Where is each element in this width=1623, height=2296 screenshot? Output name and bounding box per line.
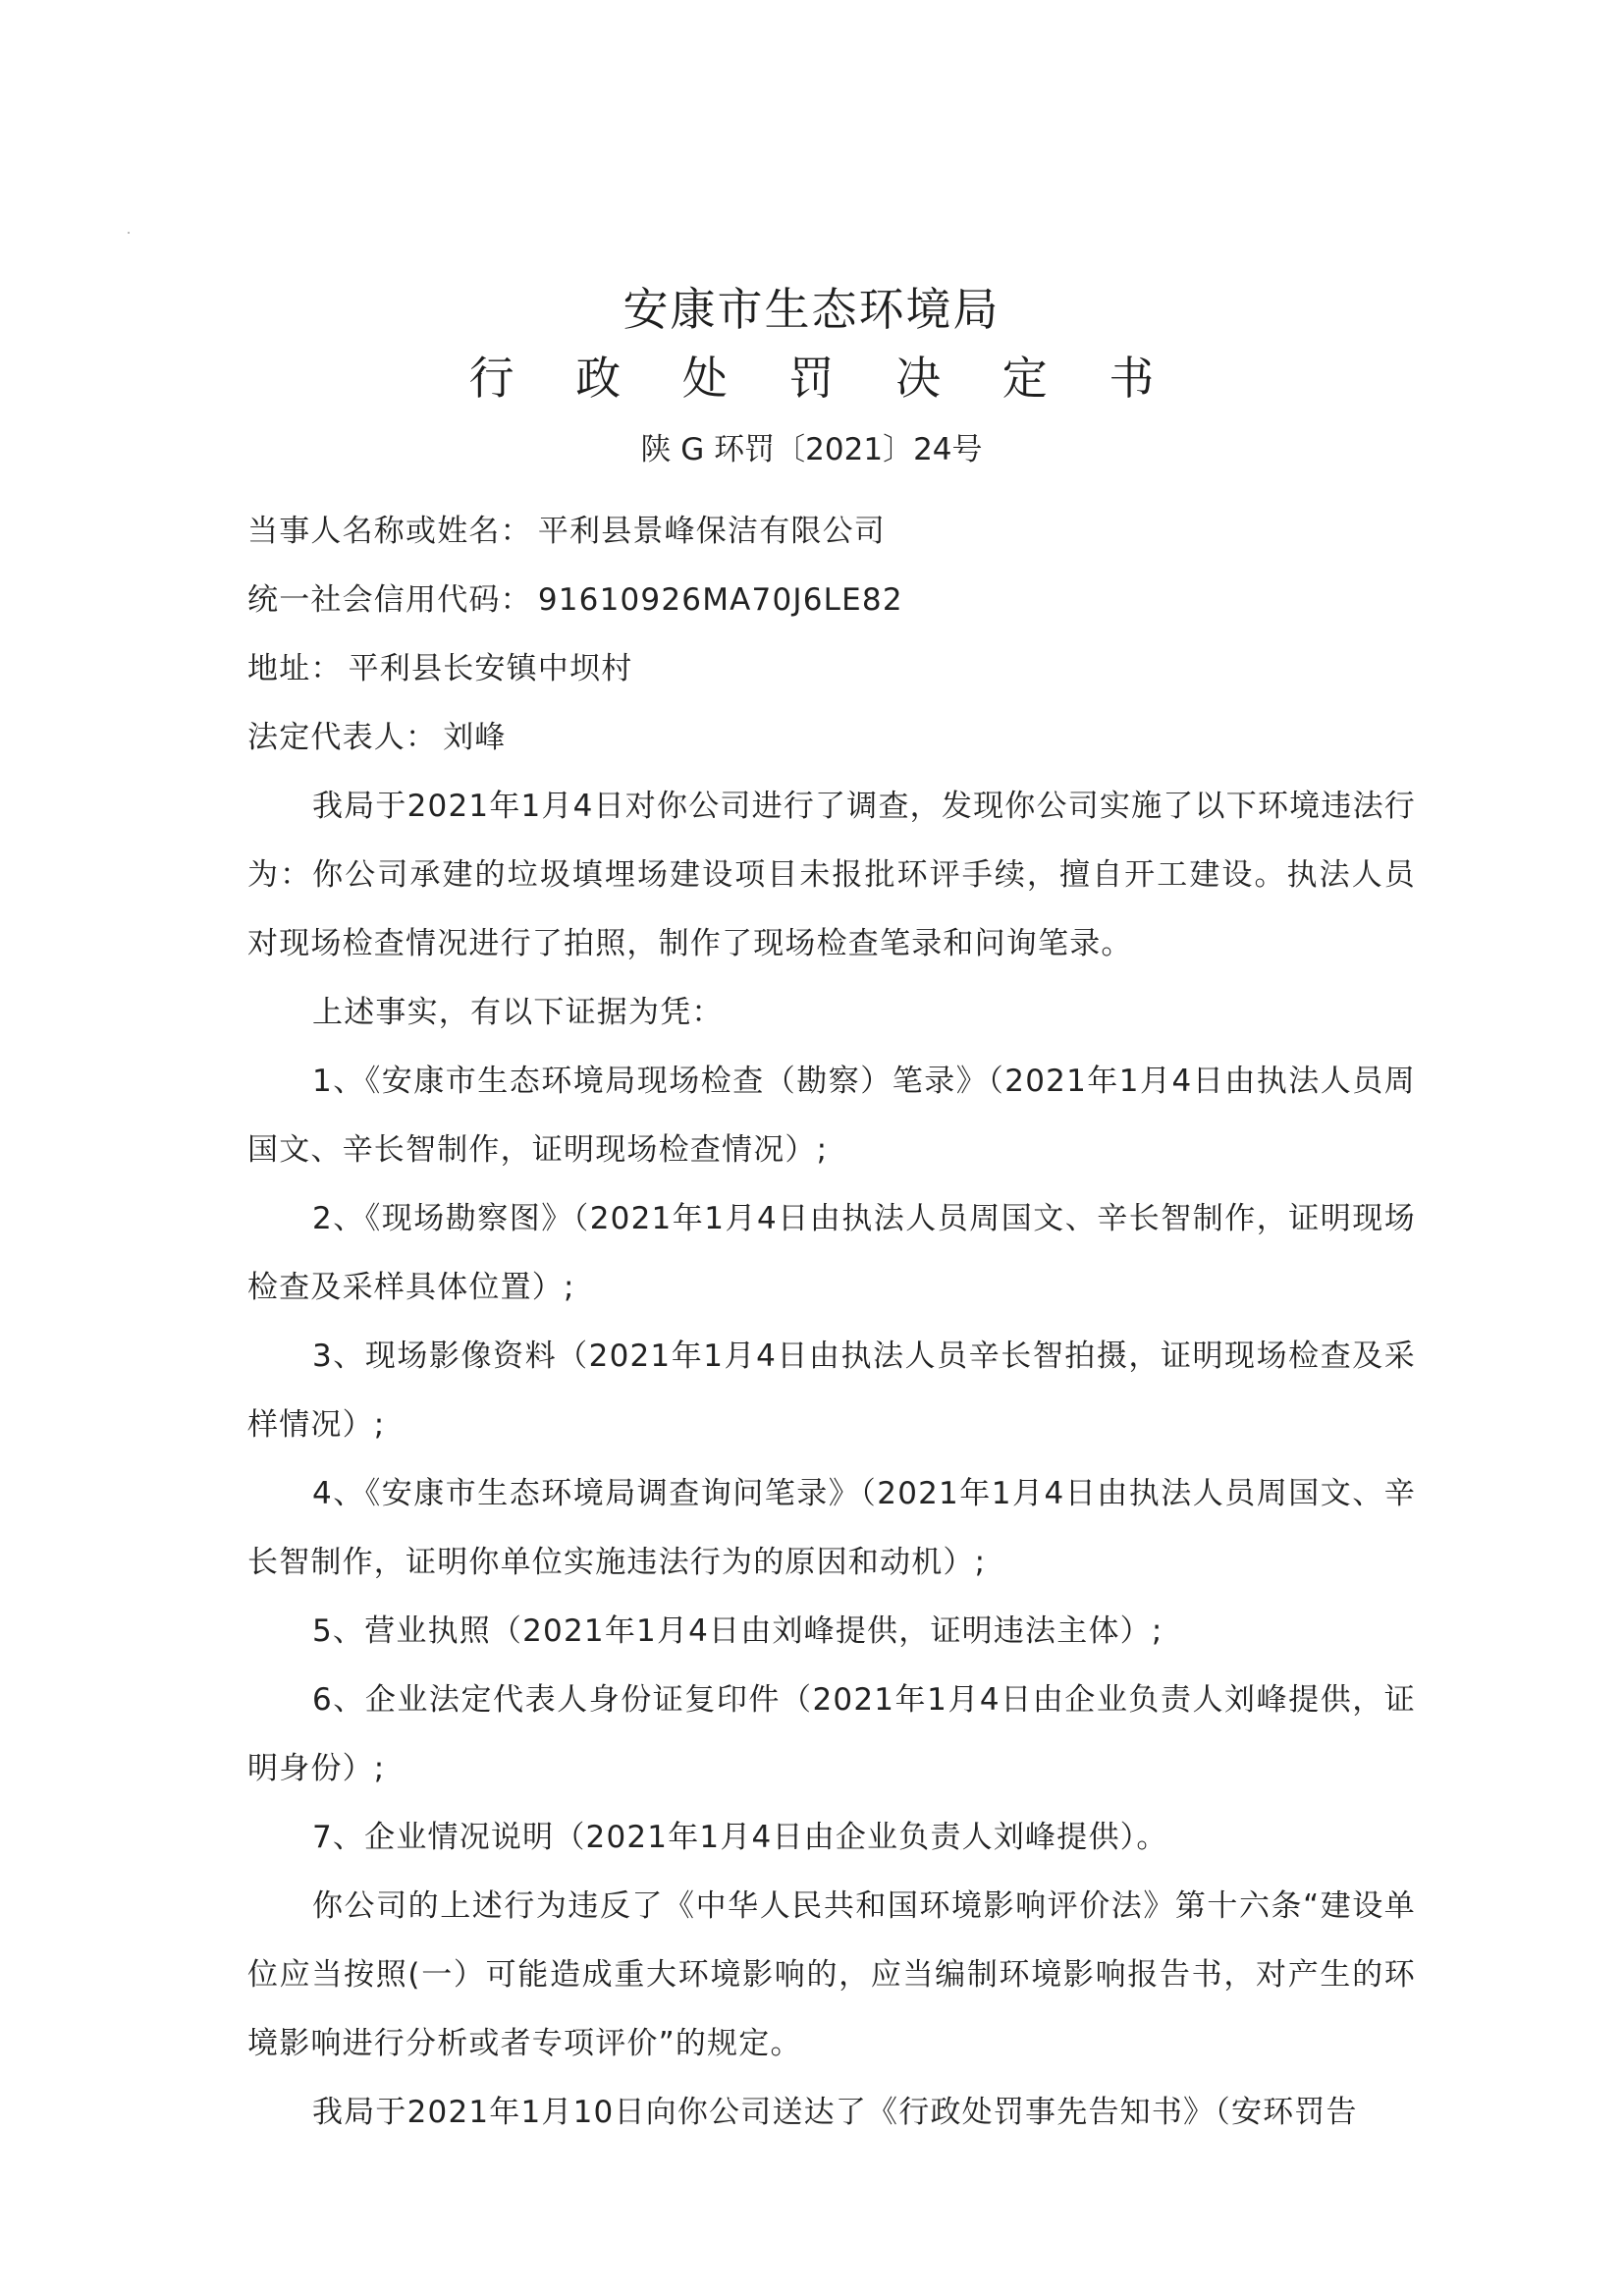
- notice-paragraph: 我局于2021年1月10日向你公司送达了《行政处罚事先告知书》（安环罚告: [312, 2095, 1358, 2130]
- address-line: [247, 634, 1416, 703]
- credit-code-line: [247, 566, 1416, 634]
- document-body: [247, 497, 1416, 2147]
- evidence-item: 6、企业法定代表人身份证复印件（2021年1月4日由企业负责人刘峰提供，证明身份）;: [247, 1682, 1416, 1786]
- party-name-line: [247, 497, 1416, 566]
- findings-paragraph: 我局于2021年1月4日对你公司进行了调查，发现你公司实施了以下环境违法行为：你公司承建的垃圾填埋场建设项目未报批环评手续，擅自开工建设。执法人员对现场检查情况进行了拍照，制作了现场检查笔录和问询笔录。: [247, 789, 1416, 961]
- document-number: 陕 G 环罚〔2021〕24号: [640, 432, 983, 467]
- evidence-intro: 上述事实，有以下证据为凭：: [312, 995, 724, 1030]
- agency-title: 安康市生态环境局: [622, 283, 1001, 336]
- legal-rep-label: 法定代表人：: [247, 720, 438, 755]
- party-name-label: 当事人名称或姓名：: [247, 514, 532, 549]
- evidence-item: 7、企业情况说明（2021年1月4日由企业负责人刘峰提供）。: [312, 1820, 1168, 1855]
- evidence-item: 2、《现场勘察图》（2021年1月4日由执法人员周国文、辛长智制作，证明现场检查及采样具体位置）;: [247, 1201, 1416, 1305]
- evidence-item: 1、《安康市生态环境局现场检查（勘察）笔录》（2021年1月4日由执法人员周国文、辛长智制作，证明现场检查情况）;: [247, 1064, 1416, 1168]
- document-title: 行 政 处 罚 决 定 书: [468, 352, 1178, 405]
- violation-paragraph: 你公司的上述行为违反了《中华人民共和国环境影响评价法》第十六条“建设单位应当按照(一）可能造成重大环境影响的，应当编制环境影响报告书，对产生的环境影响进行分析或者专项评价”的规定。: [247, 1888, 1416, 2061]
- legal-rep-value: 刘峰: [443, 720, 507, 755]
- credit-code-value: 91610926MA70J6LE82: [537, 582, 903, 618]
- address-value: 平利县长安镇中坝村: [348, 651, 633, 686]
- address-label: 地址：: [247, 651, 343, 686]
- legal-rep-line: [247, 703, 1416, 772]
- scan-speck: [128, 232, 130, 234]
- credit-code-label: 统一社会信用代码：: [247, 582, 532, 618]
- party-name-value: 平利县景峰保洁有限公司: [537, 514, 887, 549]
- evidence-item: 5、营业执照（2021年1月4日由刘峰提供，证明违法主体）;: [312, 1613, 1163, 1649]
- evidence-item: 3、现场影像资料（2021年1月4日由执法人员辛长智拍摄，证明现场检查及采样情况）;: [247, 1339, 1416, 1443]
- evidence-item: 4、《安康市生态环境局调查询问笔录》（2021年1月4日由执法人员周国文、辛长智制作，证明你单位实施违法行为的原因和动机）;: [247, 1476, 1416, 1580]
